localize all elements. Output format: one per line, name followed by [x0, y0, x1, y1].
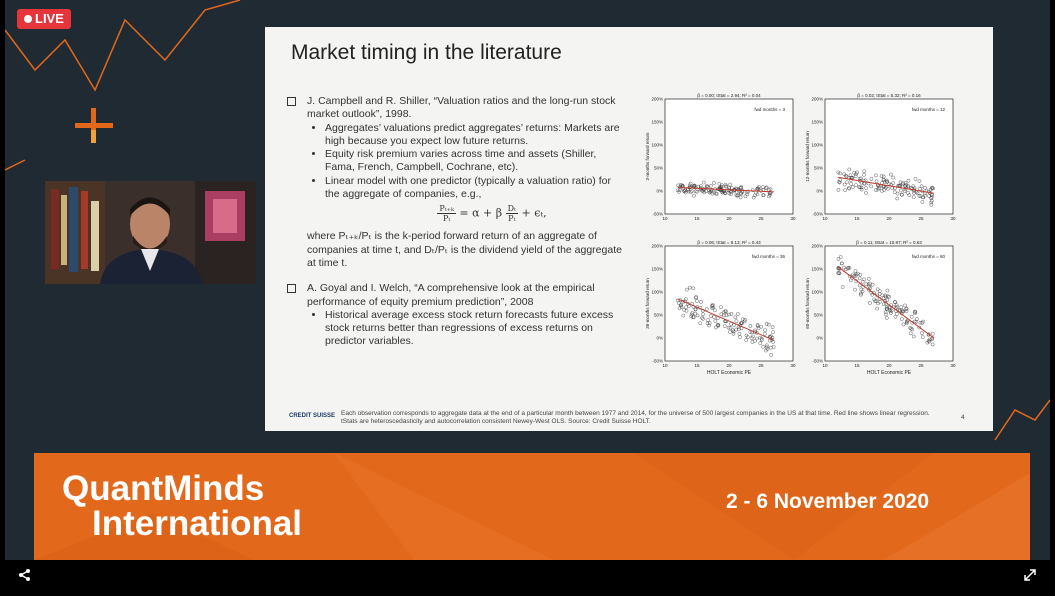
live-dot-icon: [24, 15, 32, 23]
x-tick-label: 15: [854, 216, 860, 221]
formula-lhs: [437, 204, 456, 223]
brand-line2: International: [92, 504, 303, 543]
checkbox-bullet-icon: [287, 97, 296, 106]
share-icon[interactable]: [18, 568, 32, 582]
chart-annotation: fwd months = 3: [754, 107, 785, 112]
scatter-panel-1: [645, 93, 796, 221]
y-tick-label: 200%: [651, 243, 663, 249]
formula-rhs-num: Dₜ: [507, 204, 516, 214]
plot-frame: [825, 99, 953, 214]
y-tick-label: 200%: [651, 96, 663, 102]
list-item: • Historical average excess stock return forecasts future excess stock returns better than regressions of excess returns on predictor variables.: [325, 309, 627, 349]
chart-annotation: fwd months = 60: [911, 254, 945, 259]
x-tick-label: 10: [822, 363, 828, 368]
brand-logo: [62, 471, 302, 541]
y-tick-label: -50%: [652, 358, 663, 364]
y-tick-label: 100%: [651, 289, 663, 295]
x-tick-label: 15: [694, 216, 700, 221]
y-axis-label: 12-months forward return: [805, 131, 810, 182]
credit-suisse-logo: CREDIT SUISSE: [289, 413, 336, 419]
slide-title: Market timing in the literature: [291, 41, 562, 64]
x-tick-label: 25: [758, 216, 764, 221]
x-axis-label: HOLT Economic PE: [866, 370, 912, 376]
formula-lhs-den: Pₜ: [442, 214, 451, 224]
x-tick-label: 20: [726, 216, 732, 221]
checkbox-bullet-icon: [287, 284, 296, 293]
y-tick-label: 150%: [651, 266, 663, 272]
y-tick-label: 50%: [813, 165, 823, 171]
chart-title: β = 0.06; tStat = 9.13; R² = 0.43: [697, 240, 761, 245]
footer-note: Each observation corresponds to aggregate data at the end of a particular month between 1977 and 2014, for the universe of 500 largest companies in the US at that time. Red line shows linear regression. tStats are heteroscedasticity and autocorrelation consistent Newey-West OLS. Source: Credit Suisse HOLT.: [341, 410, 930, 425]
bullet-goyal-head: A. Goyal and I. Welch, “A comprehensive look at the empirical performance of equity premium prediction”, 2008: [307, 282, 595, 308]
plot-frame: [665, 99, 793, 214]
chart-annotation: fwd months = 36: [751, 254, 785, 259]
formula-rhs: [506, 204, 518, 223]
x-tick-label: 15: [694, 363, 700, 368]
y-tick-label: 0%: [816, 335, 823, 341]
x-tick-label: 10: [822, 216, 828, 221]
plot-frame: [665, 246, 793, 361]
y-axis-label: 3-months forward return: [645, 132, 650, 181]
live-badge: [17, 9, 71, 29]
x-tick-label: 30: [790, 216, 796, 221]
scatter-panel-4: [805, 240, 956, 376]
expand-icon[interactable]: [1023, 568, 1037, 582]
y-tick-label: 200%: [811, 243, 823, 249]
x-tick-label: 25: [918, 216, 924, 221]
y-tick-label: -50%: [652, 211, 663, 217]
y-tick-label: 0%: [656, 188, 663, 194]
live-label: LIVE: [35, 11, 64, 26]
x-tick-label: 30: [790, 363, 796, 368]
y-tick-label: 50%: [653, 312, 663, 318]
x-tick-label: 10: [662, 363, 668, 368]
x-tick-label: 30: [950, 216, 956, 221]
chart-title: β = 0.00; tStat = 2.94; R² = 0.04: [697, 93, 761, 98]
y-axis-label: 36-months forward return: [645, 278, 650, 329]
list-item: • Linear model with one predictor (typically a valuation ratio) for the aggregate of companies, e.g.,: [325, 175, 627, 202]
x-tick-label: 15: [854, 363, 860, 368]
chart-title: β = 0.02; tStat = 5.32; R² = 0.16: [857, 93, 921, 98]
y-tick-label: 100%: [651, 142, 663, 148]
slide-body: [287, 95, 627, 349]
scatter-charts: [637, 89, 977, 389]
player-controls: [0, 560, 1055, 596]
formula-lhs-num: Pₜ₊ₖ: [439, 204, 454, 214]
y-tick-label: 100%: [811, 142, 823, 148]
formula-rhs-den: Pₜ: [508, 214, 516, 224]
formula-mid: = α + β: [459, 206, 503, 220]
chart-title: β = 0.11; tStat = 10.87; R² = 0.63: [856, 240, 922, 245]
y-tick-label: 50%: [813, 312, 823, 318]
formula-tail: + ϵₜ,: [521, 206, 547, 220]
x-tick-label: 20: [886, 216, 892, 221]
event-banner: [34, 453, 1030, 560]
x-tick-label: 20: [886, 363, 892, 368]
y-tick-label: 200%: [811, 96, 823, 102]
x-tick-label: 20: [726, 363, 732, 368]
y-axis-label: 60-months forward return: [805, 278, 810, 329]
page-number: 4: [961, 414, 965, 421]
plus-icon: [75, 108, 113, 143]
y-tick-label: 150%: [811, 266, 823, 272]
scatter-panel-2: [805, 93, 956, 221]
presentation-slide: [265, 27, 993, 431]
speaker-video-frame: [45, 181, 256, 284]
y-tick-label: 150%: [811, 119, 823, 125]
y-tick-label: -50%: [812, 358, 823, 364]
bullet-campbell-shiller: [287, 95, 627, 122]
bullet-campbell-head: J. Campbell and R. Shiller, “Valuation ratios and the long-run stock market outlook”, 1998.: [307, 95, 616, 121]
plot-frame: [825, 246, 953, 361]
goyal-subitems: [287, 309, 627, 349]
y-tick-label: 0%: [656, 335, 663, 341]
list-item: • Equity risk premium varies across time and assets (Shiller, Fama, French, Campbell, Cochrane, etc).: [325, 148, 627, 175]
x-tick-label: 30: [950, 363, 956, 368]
bullet-goyal-welch: [287, 282, 627, 309]
event-dates: 2 - 6 November 2020: [726, 490, 930, 513]
y-tick-label: -50%: [812, 211, 823, 217]
y-tick-label: 100%: [811, 289, 823, 295]
brand-line1: QuantMinds: [62, 469, 265, 508]
y-tick-label: 50%: [653, 165, 663, 171]
formula-explanation: where Pₜ₊ₖ/Pₜ is the k-period forward return of an aggregate of companies at time t, and Dₜ/Pₜ is the dividend yield of the aggregate at time t.: [307, 230, 622, 269]
list-item: • Aggregates’ valuations predict aggregates’ returns: Markets are high because you expect low future returns.: [325, 122, 627, 149]
video-stage: [5, 0, 1050, 560]
regression-formula: [357, 204, 627, 226]
campbell-subitems: [287, 122, 627, 202]
x-axis-label: HOLT Economic PE: [706, 370, 752, 376]
x-tick-label: 10: [662, 216, 668, 221]
speaker-webcam: [45, 181, 256, 284]
x-tick-label: 25: [918, 363, 924, 368]
y-tick-label: 0%: [816, 188, 823, 194]
x-tick-label: 25: [758, 363, 764, 368]
scatter-panel-3: [645, 240, 796, 376]
chart-annotation: fwd months = 12: [911, 107, 945, 112]
y-tick-label: 150%: [651, 119, 663, 125]
